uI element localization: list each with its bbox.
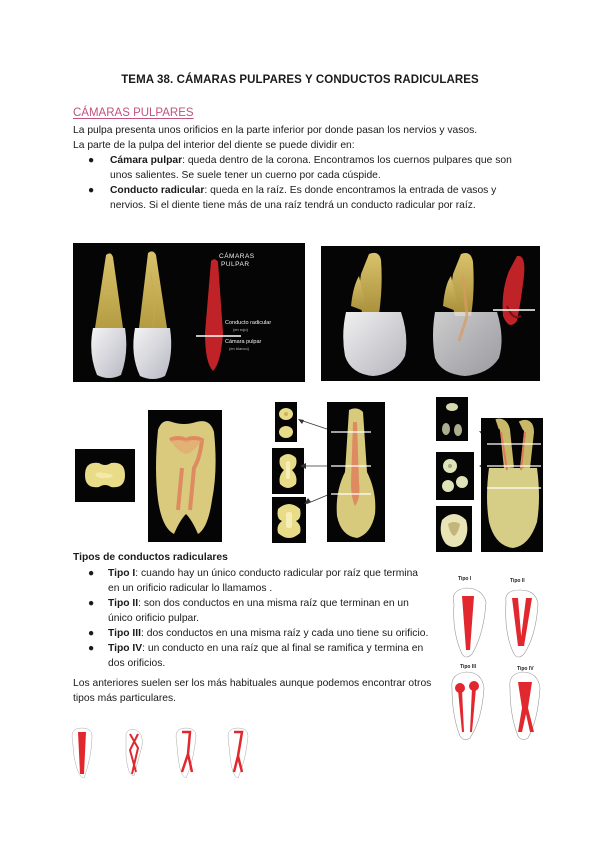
molar-section-thumb-3 [436,506,472,552]
list-item: ● Tipo I: cuando hay un único conducto radicular por raíz que termina en un orificio radicular lo llamamos . [88,568,419,594]
term: Tipo IV [108,643,143,654]
figure-title-line-2: PULPAR [221,261,250,268]
canal-types-list [88,566,438,671]
diagram-label-tipo-2: Tipo II [510,578,525,584]
term: Tipo I [108,568,136,579]
cross-section-photo [75,449,135,502]
bullet-icon: ● [88,628,95,639]
section-heading: CÁMARAS PULPARES [73,107,194,119]
molar-side-illustration [481,418,543,552]
sectioned-molar-photo [148,410,222,542]
molar-side-photo [481,418,543,552]
molar-illustration [321,246,540,381]
label-conducto-radicular: Conducto radicular [225,320,272,326]
molar-section-thumb-1-illustration [436,397,468,441]
list-item: ● Tipo III: dos conductos en una misma raíz y cada uno tiene su orificio. [88,628,429,639]
bullet-icon: ● [88,568,95,579]
diagram-label-tipo-3: Tipo III [460,664,477,670]
cross-section-illustration [75,449,135,502]
term: Tipo II [108,598,139,609]
label-camara-pulpar: Cámara pulpar [225,339,262,345]
list-item: ● Cámara pulpar: queda dentro de la corona. Encontramos los cuernos pulpares que son unos salientes. Se suele tener un cuerno por cada cúspide. [88,155,512,181]
list-item: ● Tipo IV: un conducto en una raíz que al final se ramifica y termina en dos orificios. [88,643,424,669]
section-thumb-1-illustration [275,402,297,442]
incisor-pulp-photo [73,243,305,382]
label-conducto-sub: (en rojo) [233,327,248,332]
canal-types-diagram [448,584,544,744]
incisor-illustration [73,243,305,382]
bullet-icon: ● [88,155,95,166]
list-item: ● Tipo II: son dos conductos en una misma raíz que terminan en un único orificio pulpar. [88,598,409,624]
premolar-photo [327,402,385,542]
premolar-illustration [327,402,385,542]
types-heading: Tipos de conductos radiculares [73,552,228,563]
canal-variants-diagram [70,726,260,782]
bullet-icon: ● [88,598,95,609]
intro-paragraph-2: La parte de la pulpa del interior del diente se puede dividir en: [73,140,355,151]
diagram-label-tipo-1: Tipo I [458,576,472,582]
bullet-icon: ● [88,643,95,654]
term: Tipo III [108,628,141,639]
intro-paragraph-1: La pulpa presenta unos orificios en la parte inferior por donde pasan los nervios y vasos. [73,125,478,136]
section-thumb-1 [275,402,297,442]
molar-section-thumb-2-illustration [436,452,474,500]
sectioned-molar-illustration [148,410,222,542]
diagram-label-tipo-4: Tipo IV [517,666,534,672]
term: Cámara pulpar [110,155,183,166]
bullet-icon: ● [88,185,95,196]
molar-section-thumb-1 [436,397,468,441]
molar-pulp-photo [321,246,540,381]
figure-title-line-1: CÁMARAS [219,253,255,260]
closing-paragraph-2: tipos más particulares. [73,693,177,704]
pulp-parts-list [88,153,520,213]
molar-section-thumb-2 [436,452,474,500]
term: Conducto radicular [110,185,205,196]
closing-paragraph-1: Los anteriores suelen ser los más habituales aunque podemos encontrar otros [73,678,432,689]
page-title: TEMA 38. CÁMARAS PULPARES Y CONDUCTOS RADICULARES [121,74,479,86]
list-item: ● Conducto radicular: queda en la raíz. Es donde encontramos la entrada de vasos y nervios. Si el diente tiene más de una raíz tendrá un conducto radicular por raíz. [88,185,497,211]
molar-section-thumb-3-illustration [436,506,472,552]
label-camara-sub: (en blanco) [229,346,250,351]
